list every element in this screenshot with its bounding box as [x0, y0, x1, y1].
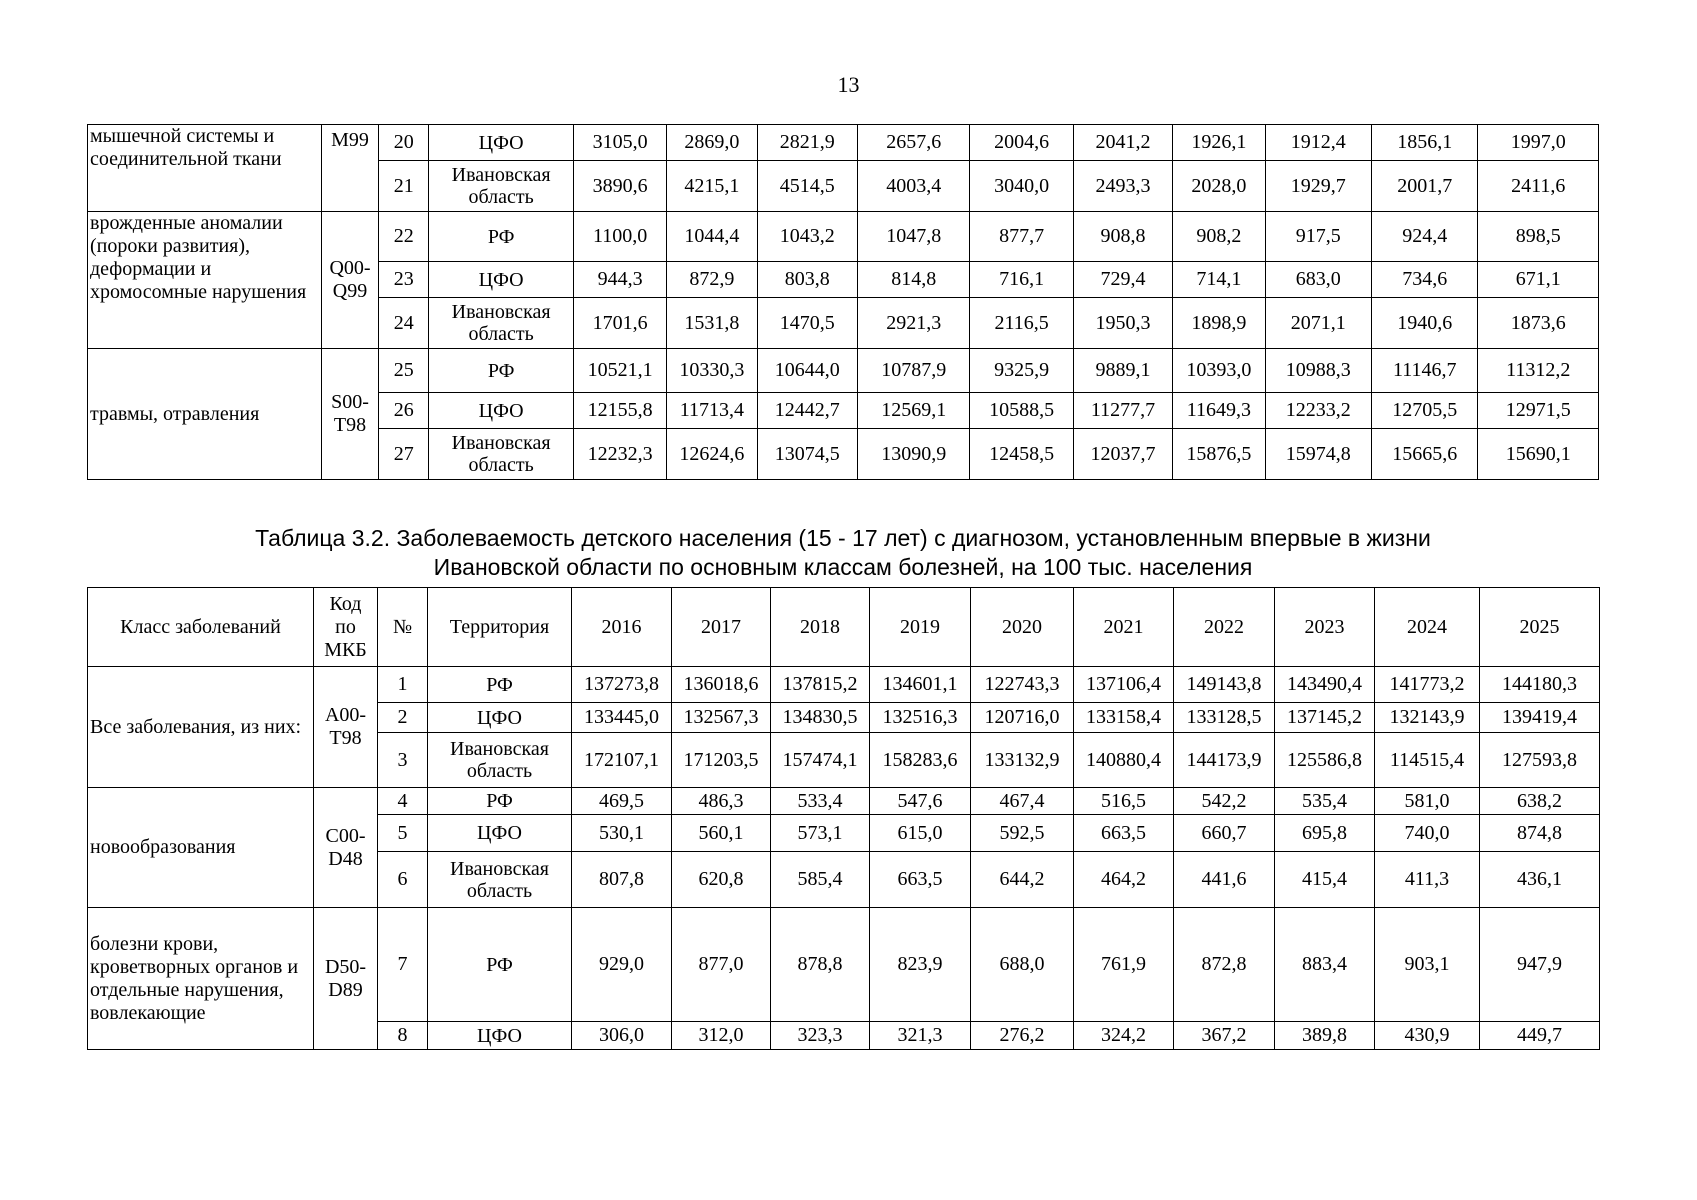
value-cell: 143490,4 [1275, 667, 1375, 703]
value-cell: 1873,6 [1478, 298, 1599, 349]
header-icd-code: Код по МКБ [314, 588, 378, 667]
value-cell: 411,3 [1375, 852, 1480, 908]
table-caption-line-1: Таблица 3.2. Заболеваемость детского населения (15 - 17 лет) с диагнозом, установленным впервые в жизни [255, 525, 1431, 551]
value-cell: 1898,9 [1173, 298, 1265, 349]
value-cell: 581,0 [1375, 788, 1480, 815]
value-cell: 2071,1 [1265, 298, 1371, 349]
territory-cell: ЦФО [428, 703, 572, 733]
value-cell: 114515,4 [1375, 733, 1480, 788]
value-cell: 530,1 [572, 815, 672, 852]
icd-code-cell: A00-T98 [314, 667, 378, 788]
territory-cell: Ивановская область [429, 298, 574, 349]
disease-class-cell: врожденные аномалии (пороки развития), деформации и хромосомные нарушения [88, 212, 322, 349]
value-cell: 157474,1 [771, 733, 870, 788]
table-row [88, 788, 1600, 815]
value-cell: 133132,9 [971, 733, 1074, 788]
header-number: № [378, 588, 428, 667]
value-cell: 740,0 [1375, 815, 1480, 852]
value-cell: 133128,5 [1174, 703, 1275, 733]
header-year: 2021 [1074, 588, 1174, 667]
value-cell: 133445,0 [572, 703, 672, 733]
value-cell: 2004,6 [970, 125, 1073, 161]
territory-cell: Ивановская область [428, 852, 572, 908]
table-row [88, 212, 1599, 262]
value-cell: 10787,9 [857, 349, 969, 393]
value-cell: 10988,3 [1265, 349, 1371, 393]
value-cell: 9325,9 [970, 349, 1073, 393]
value-cell: 3105,0 [573, 125, 666, 161]
value-cell: 2921,3 [857, 298, 969, 349]
territory-cell: РФ [428, 667, 572, 703]
value-cell: 125586,8 [1275, 733, 1375, 788]
row-number-cell: 4 [378, 788, 428, 815]
value-cell: 908,8 [1073, 212, 1172, 262]
value-cell: 11649,3 [1173, 393, 1265, 429]
value-cell: 134830,5 [771, 703, 870, 733]
value-cell: 683,0 [1265, 262, 1371, 298]
value-cell: 12705,5 [1372, 393, 1478, 429]
value-cell: 714,1 [1173, 262, 1265, 298]
value-cell: 120716,0 [971, 703, 1074, 733]
row-number-cell: 1 [378, 667, 428, 703]
value-cell: 127593,8 [1480, 733, 1600, 788]
value-cell: 2116,5 [970, 298, 1073, 349]
value-cell: 137145,2 [1275, 703, 1375, 733]
value-cell: 324,2 [1074, 1022, 1174, 1050]
header-year: 2025 [1480, 588, 1600, 667]
value-cell: 149143,8 [1174, 667, 1275, 703]
value-cell: 11146,7 [1372, 349, 1478, 393]
value-cell: 122743,3 [971, 667, 1074, 703]
value-cell: 547,6 [870, 788, 971, 815]
value-cell: 2869,0 [667, 125, 757, 161]
value-cell: 15665,6 [1372, 429, 1478, 480]
value-cell: 13074,5 [757, 429, 857, 480]
territory-cell: ЦФО [429, 125, 574, 161]
row-number-cell: 3 [378, 733, 428, 788]
icd-code-cell: M99 [321, 125, 378, 212]
value-cell: 12232,3 [573, 429, 666, 480]
value-cell: 430,9 [1375, 1022, 1480, 1050]
value-cell: 134601,1 [870, 667, 971, 703]
value-cell: 467,4 [971, 788, 1074, 815]
value-cell: 516,5 [1074, 788, 1174, 815]
value-cell: 389,8 [1275, 1022, 1375, 1050]
value-cell: 144173,9 [1174, 733, 1275, 788]
icd-code-cell: S00-T98 [321, 349, 378, 480]
header-class: Класс заболеваний [88, 588, 314, 667]
value-cell: 660,7 [1174, 815, 1275, 852]
icd-code-cell: Q00-Q99 [321, 212, 378, 349]
value-cell: 9889,1 [1073, 349, 1172, 393]
icd-code-cell: D50-D89 [314, 908, 378, 1050]
row-number-cell: 27 [379, 429, 429, 480]
table-row [88, 125, 1599, 161]
value-cell: 10588,5 [970, 393, 1073, 429]
header-year: 2016 [572, 588, 672, 667]
value-cell: 533,4 [771, 788, 870, 815]
value-cell: 137273,8 [572, 667, 672, 703]
row-number-cell: 25 [379, 349, 429, 393]
value-cell: 542,2 [1174, 788, 1275, 815]
value-cell: 132567,3 [672, 703, 771, 733]
value-cell: 1950,3 [1073, 298, 1172, 349]
table-row [88, 667, 1600, 703]
row-number-cell: 23 [379, 262, 429, 298]
header-year: 2018 [771, 588, 870, 667]
value-cell: 137106,4 [1074, 667, 1174, 703]
value-cell: 2821,9 [757, 125, 857, 161]
value-cell: 585,4 [771, 852, 870, 908]
value-cell: 306,0 [572, 1022, 672, 1050]
row-number-cell: 24 [379, 298, 429, 349]
value-cell: 2657,6 [857, 125, 969, 161]
value-cell: 803,8 [757, 262, 857, 298]
value-cell: 908,2 [1173, 212, 1265, 262]
value-cell: 1043,2 [757, 212, 857, 262]
territory-cell: РФ [428, 908, 572, 1022]
value-cell: 535,4 [1275, 788, 1375, 815]
value-cell: 1701,6 [573, 298, 666, 349]
incidence-table-3-2 [87, 587, 1600, 1050]
value-cell: 3040,0 [970, 161, 1073, 212]
territory-cell: Ивановская область [428, 733, 572, 788]
table-row [88, 908, 1600, 1022]
value-cell: 874,8 [1480, 815, 1600, 852]
value-cell: 367,2 [1174, 1022, 1275, 1050]
value-cell: 12569,1 [857, 393, 969, 429]
value-cell: 663,5 [1074, 815, 1174, 852]
value-cell: 172107,1 [572, 733, 672, 788]
value-cell: 469,5 [572, 788, 672, 815]
header-year: 2020 [971, 588, 1074, 667]
value-cell: 12624,6 [667, 429, 757, 480]
territory-cell: ЦФО [429, 393, 574, 429]
disease-class-cell: травмы, отравления [88, 349, 322, 480]
value-cell: 12155,8 [573, 393, 666, 429]
value-cell: 903,1 [1375, 908, 1480, 1022]
disease-class-cell: Все заболевания, из них: [88, 667, 314, 788]
value-cell: 12037,7 [1073, 429, 1172, 480]
page-number: 13 [837, 72, 860, 97]
table-caption-line-2: Ивановской области по основным классам болезней, на 100 тыс. населения [433, 553, 1253, 580]
value-cell: 1470,5 [757, 298, 857, 349]
value-cell: 944,3 [573, 262, 666, 298]
table-header-row [88, 588, 1600, 667]
row-number-cell: 21 [379, 161, 429, 212]
value-cell: 872,9 [667, 262, 757, 298]
value-cell: 323,3 [771, 1022, 870, 1050]
value-cell: 924,4 [1372, 212, 1478, 262]
value-cell: 171203,5 [672, 733, 771, 788]
territory-cell: РФ [429, 212, 574, 262]
territory-cell: ЦФО [429, 262, 574, 298]
value-cell: 716,1 [970, 262, 1073, 298]
value-cell: 486,3 [672, 788, 771, 815]
value-cell: 638,2 [1480, 788, 1600, 815]
territory-cell: Ивановская область [429, 161, 574, 212]
disease-class-cell: болезни крови, кроветворных органов и отдельные нарушения, вовлекающие [88, 908, 314, 1050]
value-cell: 4215,1 [667, 161, 757, 212]
value-cell: 929,0 [572, 908, 672, 1022]
territory-cell: Ивановская область [429, 429, 574, 480]
value-cell: 1047,8 [857, 212, 969, 262]
row-number-cell: 20 [379, 125, 429, 161]
value-cell: 15876,5 [1173, 429, 1265, 480]
value-cell: 10330,3 [667, 349, 757, 393]
row-number-cell: 26 [379, 393, 429, 429]
value-cell: 132516,3 [870, 703, 971, 733]
value-cell: 814,8 [857, 262, 969, 298]
header-year: 2023 [1275, 588, 1375, 667]
value-cell: 761,9 [1074, 908, 1174, 1022]
value-cell: 11312,2 [1478, 349, 1599, 393]
value-cell: 4514,5 [757, 161, 857, 212]
value-cell: 15690,1 [1478, 429, 1599, 480]
value-cell: 10393,0 [1173, 349, 1265, 393]
value-cell: 2411,6 [1478, 161, 1599, 212]
value-cell: 415,4 [1275, 852, 1375, 908]
value-cell: 441,6 [1174, 852, 1275, 908]
value-cell: 1929,7 [1265, 161, 1371, 212]
value-cell: 1912,4 [1265, 125, 1371, 161]
value-cell: 877,7 [970, 212, 1073, 262]
value-cell: 136018,6 [672, 667, 771, 703]
incidence-table-continued [87, 124, 1599, 480]
value-cell: 312,0 [672, 1022, 771, 1050]
table-caption [87, 524, 1599, 582]
value-cell: 688,0 [971, 908, 1074, 1022]
value-cell: 615,0 [870, 815, 971, 852]
row-number-cell: 5 [378, 815, 428, 852]
value-cell: 573,1 [771, 815, 870, 852]
value-cell: 12442,7 [757, 393, 857, 429]
value-cell: 4003,4 [857, 161, 969, 212]
value-cell: 1044,4 [667, 212, 757, 262]
header-year: 2022 [1174, 588, 1275, 667]
header-year: 2017 [672, 588, 771, 667]
value-cell: 1997,0 [1478, 125, 1599, 161]
table-row [88, 349, 1599, 393]
value-cell: 13090,9 [857, 429, 969, 480]
territory-cell: РФ [428, 788, 572, 815]
header-year: 2024 [1375, 588, 1480, 667]
value-cell: 877,0 [672, 908, 771, 1022]
value-cell: 644,2 [971, 852, 1074, 908]
value-cell: 729,4 [1073, 262, 1172, 298]
value-cell: 917,5 [1265, 212, 1371, 262]
value-cell: 3890,6 [573, 161, 666, 212]
value-cell: 695,8 [1275, 815, 1375, 852]
value-cell: 11277,7 [1073, 393, 1172, 429]
territory-cell: ЦФО [428, 1022, 572, 1050]
value-cell: 620,8 [672, 852, 771, 908]
value-cell: 2028,0 [1173, 161, 1265, 212]
value-cell: 276,2 [971, 1022, 1074, 1050]
value-cell: 2001,7 [1372, 161, 1478, 212]
value-cell: 15974,8 [1265, 429, 1371, 480]
value-cell: 133158,4 [1074, 703, 1174, 733]
value-cell: 140880,4 [1074, 733, 1174, 788]
territory-cell: ЦФО [428, 815, 572, 852]
value-cell: 1100,0 [573, 212, 666, 262]
disease-class-cell: мышечной системы и соединительной ткани [88, 125, 322, 212]
value-cell: 1926,1 [1173, 125, 1265, 161]
value-cell: 321,3 [870, 1022, 971, 1050]
value-cell: 11713,4 [667, 393, 757, 429]
value-cell: 823,9 [870, 908, 971, 1022]
value-cell: 1531,8 [667, 298, 757, 349]
icd-code-cell: C00-D48 [314, 788, 378, 908]
value-cell: 12458,5 [970, 429, 1073, 480]
value-cell: 883,4 [1275, 908, 1375, 1022]
row-number-cell: 2 [378, 703, 428, 733]
value-cell: 947,9 [1480, 908, 1600, 1022]
value-cell: 1940,6 [1372, 298, 1478, 349]
value-cell: 12971,5 [1478, 393, 1599, 429]
value-cell: 10644,0 [757, 349, 857, 393]
value-cell: 560,1 [672, 815, 771, 852]
value-cell: 137815,2 [771, 667, 870, 703]
value-cell: 807,8 [572, 852, 672, 908]
value-cell: 449,7 [1480, 1022, 1600, 1050]
value-cell: 663,5 [870, 852, 971, 908]
value-cell: 734,6 [1372, 262, 1478, 298]
territory-cell: РФ [429, 349, 574, 393]
value-cell: 1856,1 [1372, 125, 1478, 161]
value-cell: 139419,4 [1480, 703, 1600, 733]
header-territory: Территория [428, 588, 572, 667]
row-number-cell: 6 [378, 852, 428, 908]
value-cell: 141773,2 [1375, 667, 1480, 703]
value-cell: 436,1 [1480, 852, 1600, 908]
value-cell: 132143,9 [1375, 703, 1480, 733]
value-cell: 144180,3 [1480, 667, 1600, 703]
value-cell: 158283,6 [870, 733, 971, 788]
row-number-cell: 8 [378, 1022, 428, 1050]
value-cell: 2041,2 [1073, 125, 1172, 161]
disease-class-cell: новообразования [88, 788, 314, 908]
value-cell: 464,2 [1074, 852, 1174, 908]
row-number-cell: 22 [379, 212, 429, 262]
header-year: 2019 [870, 588, 971, 667]
value-cell: 2493,3 [1073, 161, 1172, 212]
value-cell: 10521,1 [573, 349, 666, 393]
value-cell: 872,8 [1174, 908, 1275, 1022]
value-cell: 878,8 [771, 908, 870, 1022]
value-cell: 592,5 [971, 815, 1074, 852]
value-cell: 671,1 [1478, 262, 1599, 298]
value-cell: 12233,2 [1265, 393, 1371, 429]
value-cell: 898,5 [1478, 212, 1599, 262]
row-number-cell: 7 [378, 908, 428, 1022]
